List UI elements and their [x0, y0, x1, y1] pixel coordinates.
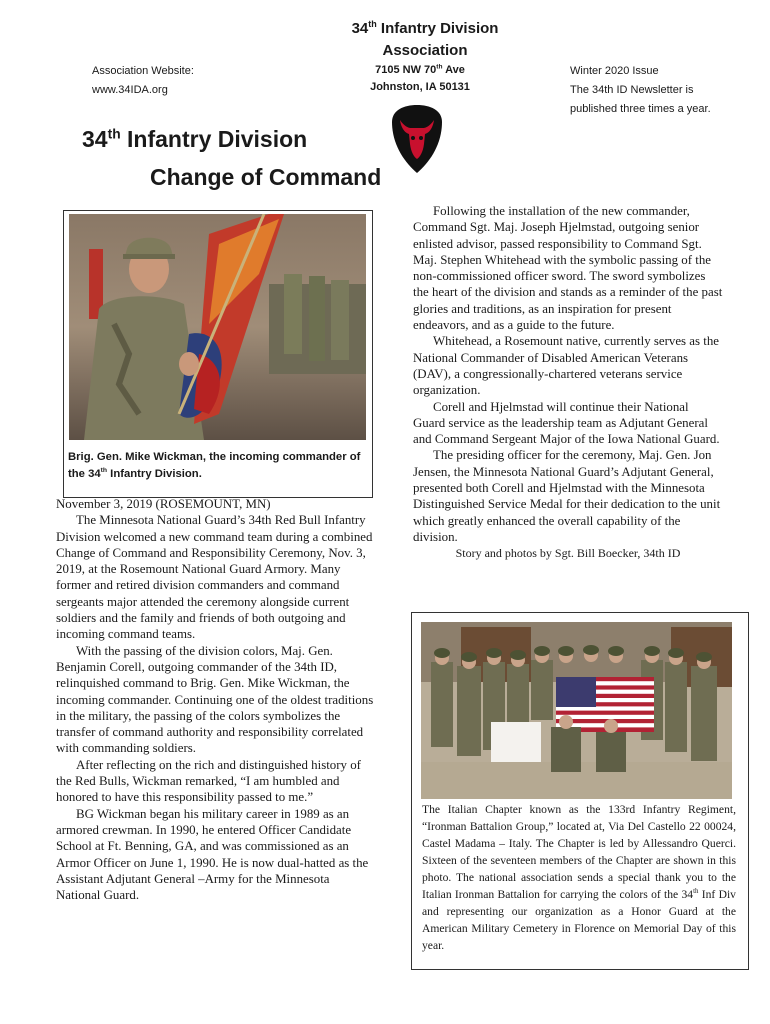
italian-chapter-caption: The Italian Chapter known as the 133rd Infantry Regiment, “Ironman Battalion Group,” located at, Via Del Castello 22 00024, Castel Madama – Italy. The Chapter is led by Allessandro Querci. Sixteen of the seventeen members of the Chapter are shown in this photo. The national association sends a special thank you to the Italian Ironman Battalion for carrying the colors of the 34th Inf Div and representing our organization as a Honor Guard at the American Military Cemetery in Florence on Memorial Day of this year.	[422, 803, 736, 952]
red-bull-patch-icon	[390, 104, 444, 174]
main-photo-frame	[63, 210, 373, 498]
association-title	[300, 18, 550, 62]
association-title-line1: 34th Infantry Division	[351, 19, 499, 37]
change-of-command-photo	[69, 214, 366, 440]
article-paragraph: BG Wickman began his military career in 1989 as an armored crewman. In 1990, he entered Officer Candidate School at Ft. Benning, GA, and was commissioned as an Armor Officer on June 1, 1990. He is now dual-hatted as the Assistant Adjutant General –Army for the Minnesota National Guard.	[56, 806, 369, 903]
issue-desc-line1: The 34th ID Newsletter is	[570, 84, 694, 96]
website-label: Association Website:	[92, 65, 194, 77]
address-line1: 7105 NW 70th Ave	[375, 63, 465, 76]
left-article	[56, 496, 374, 903]
headline-line2: Change of Command	[150, 164, 382, 190]
article-paragraph: The Minnesota National Guard’s 34th Red Bull Infantry Division welcomed a new command team during a combined Change of Command and Responsibility Ceremony, Nov. 3, 2019, at the Rosemount National Guard Armory. Many former and retired division commanders and command sergeants major attended the ceremony alongside current soldiers and the family and friends of both outgoing and incoming command teams.	[56, 513, 373, 642]
main-photo-caption: Brig. Gen. Mike Wickman, the incoming commander of the 34th Infantry Division.	[68, 451, 361, 480]
headline-line1: 34th Infantry Division	[82, 126, 308, 152]
article-paragraph: Corell and Hjelmstad will continue their National Guard service as the leadership team as Adjutant General and Command Sergeant Major of the Iowa National Guard.	[413, 399, 720, 447]
italian-chapter-photo	[421, 622, 732, 799]
article-paragraph: The presiding officer for the ceremony, Maj. Gen. Jon Jensen, the Minnesota National Guard’s Adjutant General, presented both Corell and Hjelmstad with the Minnesota Distinguished Service Medal for their dedication to the unit which greatly enhanced the overall capability of the division.	[413, 448, 721, 544]
article-paragraph: After reflecting on the rich and distinguished history of the Red Bulls, Wickman remarked, “I am humbled and honored to have this responsibility passed to me.”	[56, 757, 361, 805]
website-url[interactable]: www.34IDA.org	[92, 84, 168, 96]
article-paragraph: Following the installation of the new commander, Command Sgt. Maj. Joseph Hjelmstad, outgoing senior enlisted advisor, passed responsibility to Command Sgt. Maj. Stephen Whitehead with the symbolic passing of the non-commissioned officer sword. The sword symbolizes the heart of the division and stands as a reminder of the past glories and traditions, as an inspiration for present endeavors, and as a guide to the future.	[413, 204, 723, 333]
association-address	[330, 62, 510, 96]
article-paragraph: Whitehead, a Rosemount native, currently serves as the National Commander of Disabled American Veterans (DAV), a congressionally-chartered veterans service organization.	[413, 334, 720, 398]
italian-chapter-photo-frame	[411, 612, 749, 970]
address-line2: Johnston, IA 50131	[370, 81, 470, 93]
article-paragraph: With the passing of the division colors, Maj. Gen. Benjamin Corell, outgoing commander of the 34th ID, relinquished command to Brig. Gen. Mike Wickman, the incoming commander. Continuing one of the oldest traditions in the military, the passing of the colors symbolizes the transfer of command authority and responsibility correlated with commanding soldiers.	[56, 643, 374, 756]
issue-title: Winter 2020 Issue	[570, 65, 659, 77]
issue-desc-line2: published three times a year.	[570, 103, 711, 115]
association-website	[92, 62, 194, 100]
issue-info	[570, 62, 745, 119]
photo-credit: Story and photos by Sgt. Bill Boecker, 34th ID	[455, 546, 681, 561]
right-article	[413, 203, 723, 562]
article-dateline: November 3, 2019 (ROSEMOUNT, MN)	[56, 497, 271, 511]
association-title-line2: Association	[382, 42, 468, 59]
